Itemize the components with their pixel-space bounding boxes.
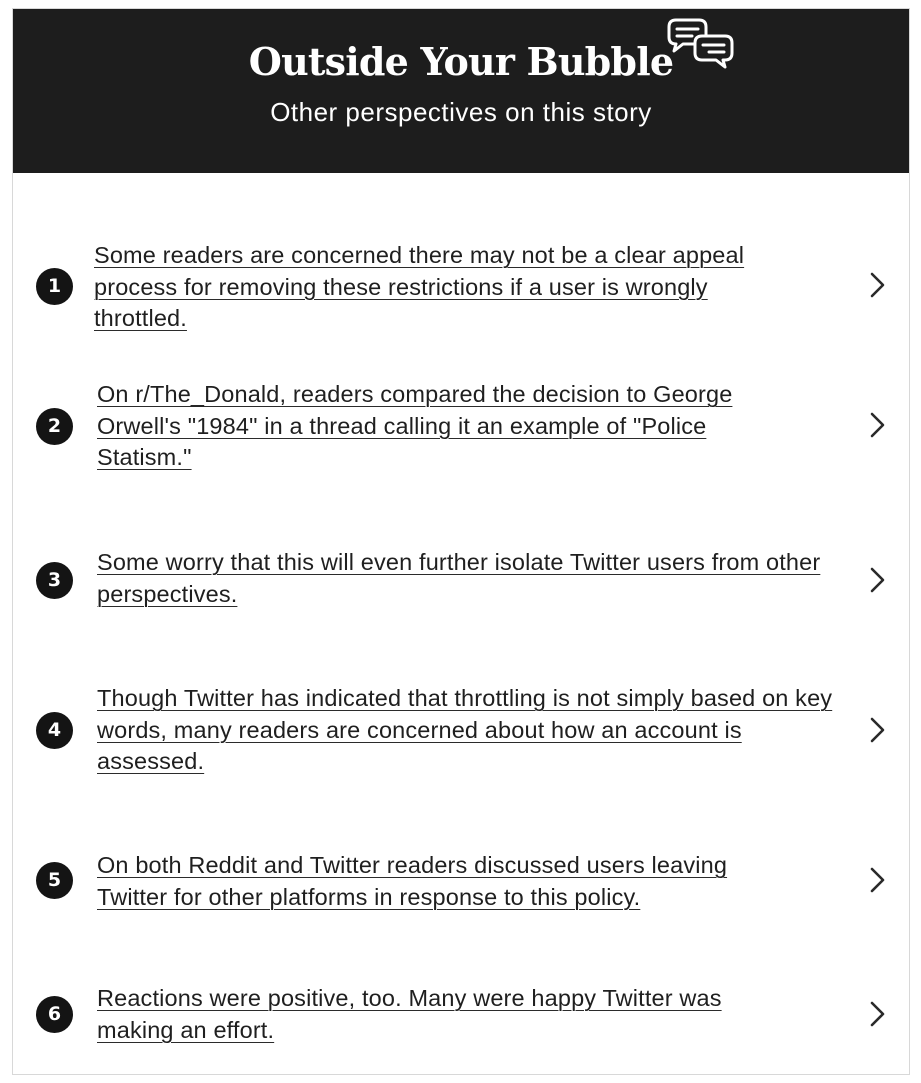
item-number-badge: 1 bbox=[36, 268, 73, 305]
item-link[interactable]: Some readers are concerned there may not be a clear appeal process for removing these restrictions if a user is wrongly throttled. bbox=[94, 242, 745, 331]
widget-header bbox=[13, 9, 909, 173]
list-item[interactable] bbox=[13, 203, 909, 331]
list-item[interactable] bbox=[13, 533, 909, 613]
chevron-right-icon[interactable] bbox=[866, 1000, 888, 1028]
item-number-badge: 3 bbox=[36, 562, 73, 599]
chevron-right-icon[interactable] bbox=[866, 271, 888, 299]
list-item[interactable] bbox=[13, 369, 909, 479]
outside-your-bubble-widget bbox=[12, 8, 910, 1075]
widget-title bbox=[249, 39, 673, 85]
chevron-right-icon[interactable] bbox=[866, 566, 888, 594]
chevron-right-icon[interactable] bbox=[866, 866, 888, 894]
title-wrap bbox=[13, 39, 909, 85]
list-item[interactable] bbox=[13, 663, 909, 773]
list-item[interactable] bbox=[13, 833, 909, 913]
speech-bubbles-icon bbox=[665, 17, 735, 73]
chevron-right-icon[interactable] bbox=[866, 716, 888, 744]
widget-title-text: Outside Your Bubble bbox=[248, 39, 674, 84]
widget-subtitle: Other perspectives on this story bbox=[270, 97, 652, 127]
item-link[interactable]: On both Reddit and Twitter readers discussed users leaving Twitter for other platforms in response to this policy. bbox=[97, 852, 728, 910]
item-link[interactable]: On r/The_Donald, readers compared the decision to George Orwell's "1984" in a thread calling it an example of "Police Statism." bbox=[97, 381, 733, 470]
item-number-badge: 6 bbox=[36, 996, 73, 1033]
list-item[interactable] bbox=[13, 968, 909, 1048]
item-link[interactable]: Some worry that this will even further isolate Twitter users from other perspectives. bbox=[97, 549, 821, 607]
item-link[interactable]: Though Twitter has indicated that throttling is not simply based on key words, many readers are concerned about how an account is assessed. bbox=[97, 685, 833, 774]
item-link[interactable]: Reactions were positive, too. Many were happy Twitter was making an effort. bbox=[97, 985, 722, 1043]
item-number-badge: 5 bbox=[36, 862, 73, 899]
item-number-badge: 4 bbox=[36, 712, 73, 749]
item-number-badge: 2 bbox=[36, 408, 73, 445]
chevron-right-icon[interactable] bbox=[866, 411, 888, 439]
